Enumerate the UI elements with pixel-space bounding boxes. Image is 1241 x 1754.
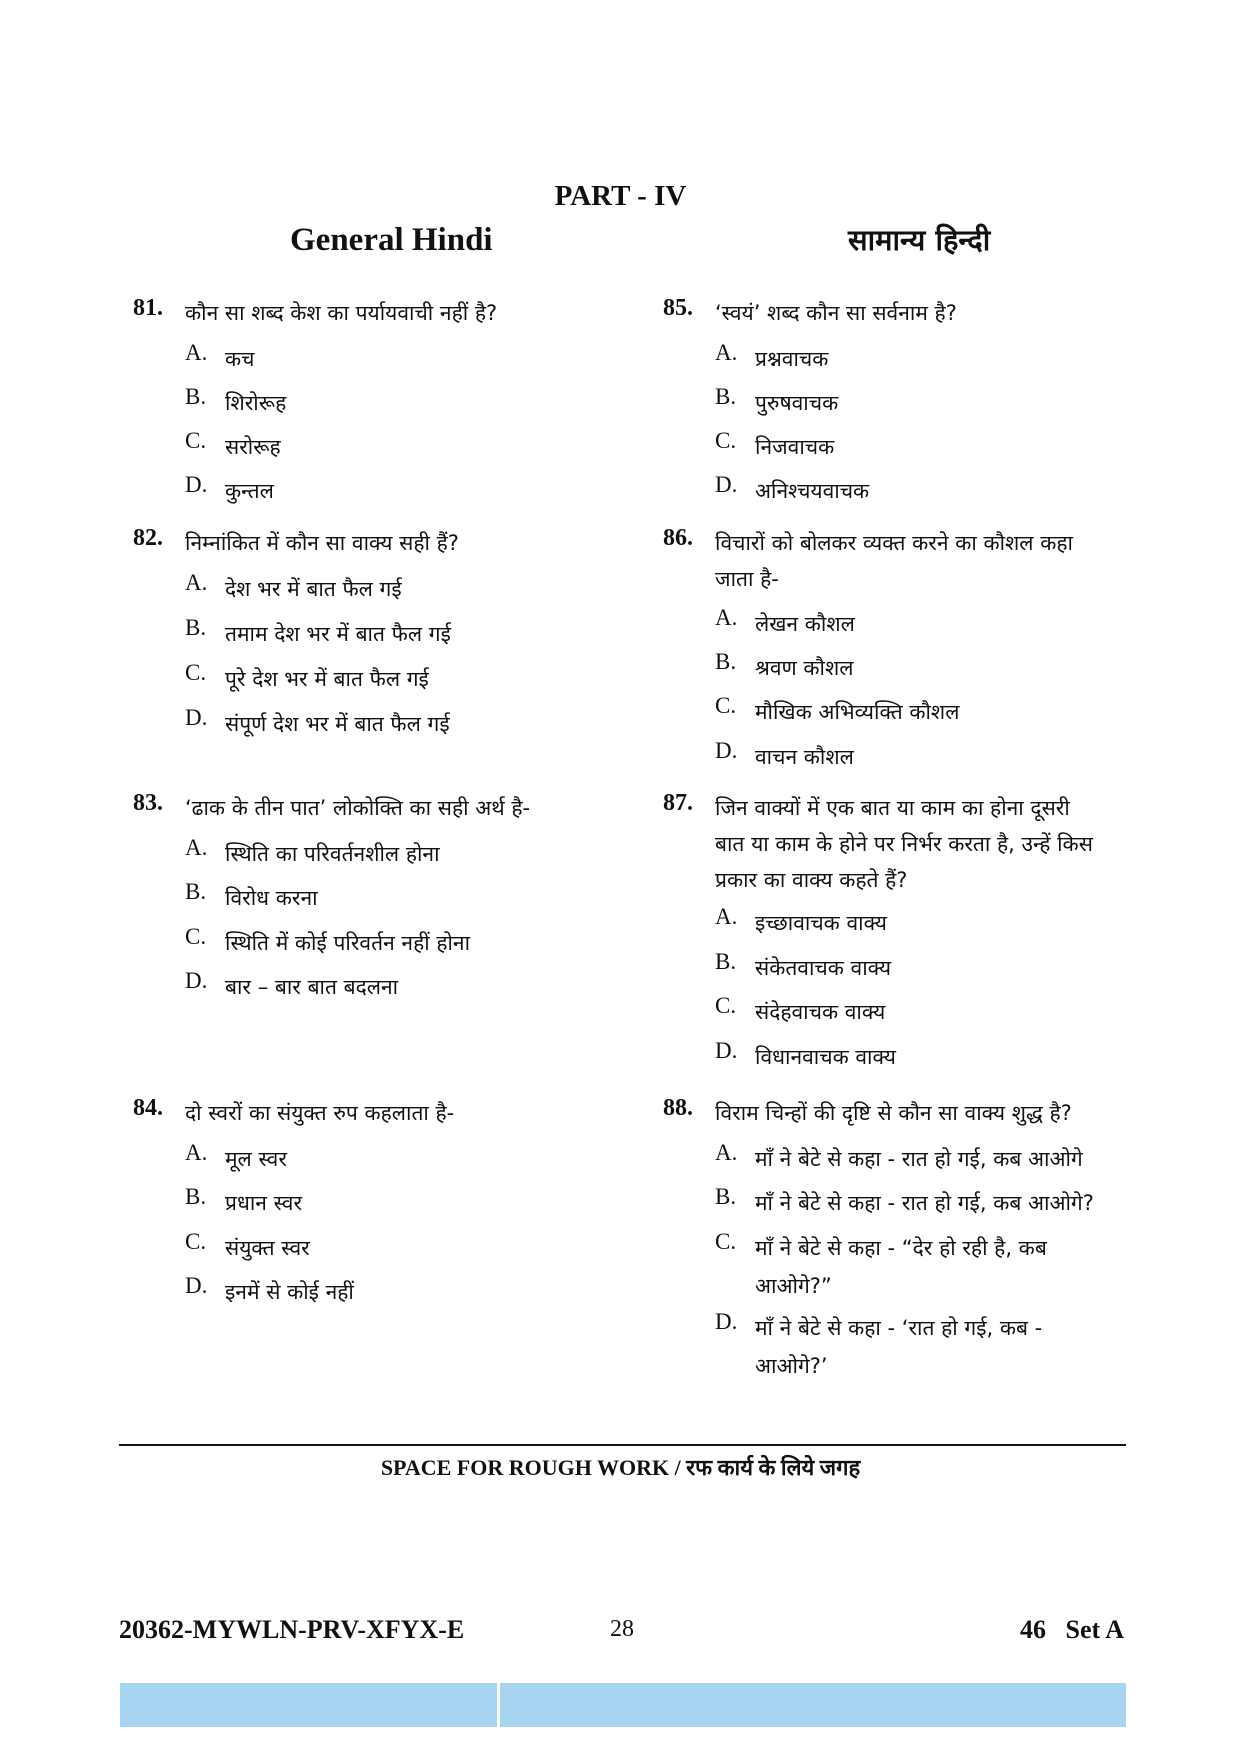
option-label: C. xyxy=(185,924,207,949)
option-label: A. xyxy=(715,904,738,929)
option-text: तमाम देश भर में बात फैल गई xyxy=(225,622,451,646)
option-text: वाचन कौशल xyxy=(755,745,854,769)
option-text: माँ ने बेटे से कहा - रात हो गई, कब आओगे? xyxy=(755,1191,1094,1215)
option-label: C. xyxy=(715,993,737,1018)
option-label: D. xyxy=(185,705,208,730)
section-title-hindi: सामान्य हिन्दी xyxy=(848,223,991,257)
section-divider xyxy=(119,1444,1126,1446)
booklet-code: 20362-MYWLN-PRV-XFYX-E xyxy=(119,1615,465,1644)
option-label: D. xyxy=(185,472,208,497)
option-label: B. xyxy=(185,879,207,904)
option-text: मूल स्वर xyxy=(225,1147,287,1171)
question-number: 83. xyxy=(133,790,163,816)
option-label: B. xyxy=(185,384,207,409)
question-text: दो स्वरों का संयुक्त रुप कहलाता है- xyxy=(185,1101,455,1125)
option-label: B. xyxy=(715,649,737,674)
footer-band-divider xyxy=(497,1683,500,1727)
option-label: B. xyxy=(715,949,737,974)
option-label: C. xyxy=(185,1229,207,1254)
option-text: निजवाचक xyxy=(755,435,835,459)
option-text: माँ ने बेटे से कहा - “देर हो रही है, कब आओगे?” xyxy=(755,1236,1047,1298)
option-text: संदेहवाचक वाक्य xyxy=(755,1000,886,1024)
option-label: B. xyxy=(185,615,207,640)
option-label: C. xyxy=(715,428,737,453)
option-label: A. xyxy=(185,835,208,860)
footer-band xyxy=(120,1683,1126,1727)
option-label: C. xyxy=(185,660,207,685)
part-heading: PART - IV xyxy=(554,180,687,212)
option-text: कच xyxy=(225,347,255,371)
question-text: निम्नांकित में कौन सा वाक्य सही हैं? xyxy=(185,531,459,555)
option-text: बार – बार बात बदलना xyxy=(225,975,399,999)
option-text: विधानवाचक वाक्य xyxy=(755,1045,896,1069)
option-text: स्थिति में कोई परिवर्तन नहीं होना xyxy=(225,931,471,955)
option-label: D. xyxy=(185,968,208,993)
option-label: A. xyxy=(185,570,208,595)
option-text: पूरे देश भर में बात फैल गई xyxy=(225,667,429,691)
question-text: कौन सा शब्द केश का पर्यायवाची नहीं है? xyxy=(185,301,498,325)
option-label: A. xyxy=(715,340,738,365)
option-text: संकेतवाचक वाक्य xyxy=(755,956,892,980)
question-text: विचारों को बोलकर व्यक्त करने का कौशल कहा जाता है- xyxy=(715,531,1073,591)
option-text: संयुक्त स्वर xyxy=(225,1236,310,1260)
page-number: 28 xyxy=(610,1616,634,1642)
option-label: A. xyxy=(715,1140,738,1165)
option-text: इनमें से कोई नहीं xyxy=(225,1280,354,1304)
option-text: प्रधान स्वर xyxy=(225,1191,303,1215)
option-text: माँ ने बेटे से कहा - ‘रात हो गई, कब - आओगे?’ xyxy=(755,1316,1043,1378)
option-text: मौखिक अभिव्यक्ति कौशल xyxy=(755,700,960,724)
option-text: प्रश्नवाचक xyxy=(755,347,829,371)
set-label: 46 Set A xyxy=(1020,1615,1124,1644)
question-number: 82. xyxy=(133,525,163,551)
option-text: सरोरूह xyxy=(225,435,281,459)
option-text: शिरोरूह xyxy=(225,391,287,415)
question-text: जिन वाक्यों में एक बात या काम का होना दूसरी बात या काम के होने पर निर्भर करता है, उन्हें किस प्रकार का वाक्य कहते हैं? xyxy=(715,796,1093,892)
option-text: स्थिति का परिवर्तनशील होना xyxy=(225,842,440,866)
question-number: 87. xyxy=(663,790,693,816)
option-text: देश भर में बात फैल गई xyxy=(225,577,402,601)
question-text: ‘ढाक के तीन पात’ लोकोक्ति का सही अर्थ है- xyxy=(185,796,531,820)
option-text: विरोध करना xyxy=(225,886,318,910)
section-title-english: General Hindi xyxy=(290,222,493,258)
option-text: अनिश्चयवाचक xyxy=(755,479,870,503)
rough-work-label: SPACE FOR ROUGH WORK / रफ कार्य के लिये जगह xyxy=(380,1455,861,1480)
option-text: लेखन कौशल xyxy=(755,612,855,636)
option-label: C. xyxy=(185,428,207,453)
option-text: संपूर्ण देश भर में बात फैल गई xyxy=(225,712,450,736)
option-text: कुन्तल xyxy=(225,479,274,503)
option-label: A. xyxy=(715,605,738,630)
option-label: B. xyxy=(185,1184,207,1209)
question-number: 88. xyxy=(663,1095,693,1121)
question-number: 85. xyxy=(663,295,693,321)
option-label: D. xyxy=(715,738,738,763)
option-label: C. xyxy=(715,1229,737,1254)
option-label: D. xyxy=(715,472,738,497)
option-label: A. xyxy=(185,1140,208,1165)
option-text: इच्छावाचक वाक्य xyxy=(755,911,887,935)
option-label: D. xyxy=(715,1309,738,1334)
option-label: C. xyxy=(715,693,737,718)
option-label: B. xyxy=(715,1184,737,1209)
question-number: 84. xyxy=(133,1095,163,1121)
question-number: 81. xyxy=(133,295,163,321)
question-text: ‘स्वयं’ शब्द कौन सा सर्वनाम है? xyxy=(715,301,957,325)
option-label: B. xyxy=(715,384,737,409)
option-label: D. xyxy=(185,1273,208,1298)
question-text: विराम चिन्हों की दृष्टि से कौन सा वाक्य शुद्ध है? xyxy=(715,1101,1072,1125)
question-number: 86. xyxy=(663,525,693,551)
option-text: श्रवण कौशल xyxy=(755,656,854,680)
option-label: A. xyxy=(185,340,208,365)
option-text: माँ ने बेटे से कहा - रात हो गई, कब आओगे xyxy=(755,1147,1083,1171)
option-text: पुरुषवाचक xyxy=(755,391,839,415)
option-label: D. xyxy=(715,1038,738,1063)
